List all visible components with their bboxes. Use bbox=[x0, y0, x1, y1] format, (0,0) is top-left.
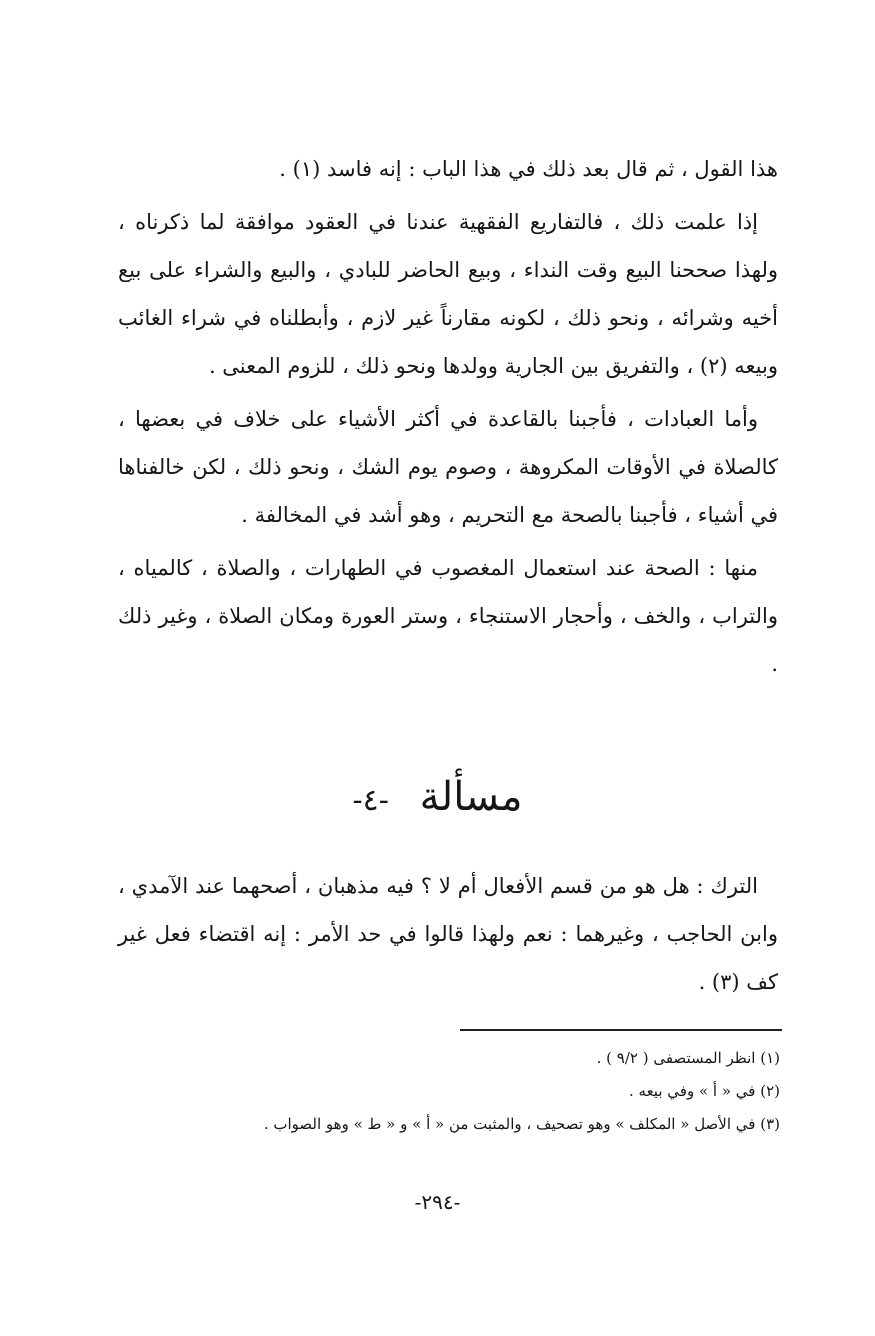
section-heading bbox=[0, 762, 875, 836]
paragraph-4: منها : الصحة عند استعمال المغصوب في الطهارات ، والصلاة ، كالمياه ، والتراب ، والخف ، وأحجار الاستنجاء ، وستر العورة ومكان الصلاة ، وغير ذلك . bbox=[118, 556, 778, 676]
footnote-1: (١) انظر المستصفى ( ٩/٢ ) . bbox=[596, 1049, 780, 1067]
page-number: -٢٩٤- bbox=[414, 1190, 461, 1214]
footnote-2: (٢) في « أ » وفي بيعه . bbox=[628, 1082, 780, 1100]
footnote-3: (٣) في الأصل « المكلف » وهو تصحيف ، والمثبت من « أ » و « ط » وهو الصواب . bbox=[263, 1115, 780, 1133]
footnotes bbox=[120, 1042, 780, 1141]
section-paragraph: الترك : هل هو من قسم الأفعال أم لا ؟ فيه مذهبان ، أصحهما عند الآمدي ، وابن الحاجب ، وغيرهما : نعم ولهذا قالوا في حد الأمر : إنه اقتضاء فعل غير كف (٣) . bbox=[118, 874, 778, 994]
footnote-divider bbox=[460, 1029, 782, 1031]
heading-number: -٤- bbox=[352, 783, 389, 818]
paragraph-2: إذا علمت ذلك ، فالتفاريع الفقهية عندنا في العقود موافقة لما ذكرناه ، ولهذا صححنا البيع وقت النداء ، وبيع الحاضر للبادي ، والبيع والشراء على بيع أخيه وشرائه ، ونحو ذلك ، لكونه مقارناً غير لازم ، وأبطلناه في شراء الغائب وبيعه (٢) ، والتفريق بين الجارية وولدها ونحو ذلك ، للزوم المعنى . bbox=[118, 210, 778, 378]
paragraph-1: هذا القول ، ثم قال بعد ذلك في هذا الباب : إنه فاسد (١) . bbox=[279, 157, 778, 181]
paragraph-3: وأما العبادات ، فأجبنا بالقاعدة في أكثر الأشياء على خلاف في بعضها ، كالصلاة في الأوقات المكروهة ، وصوم يوم الشك ، ونحو ذلك ، لكن خالفناها في أشياء ، فأجبنا بالصحة مع التحريم ، وهو أشد في المخالفة . bbox=[118, 407, 778, 527]
main-text bbox=[118, 145, 778, 693]
heading-title: مسألة bbox=[419, 774, 523, 820]
section-text bbox=[118, 862, 778, 1011]
